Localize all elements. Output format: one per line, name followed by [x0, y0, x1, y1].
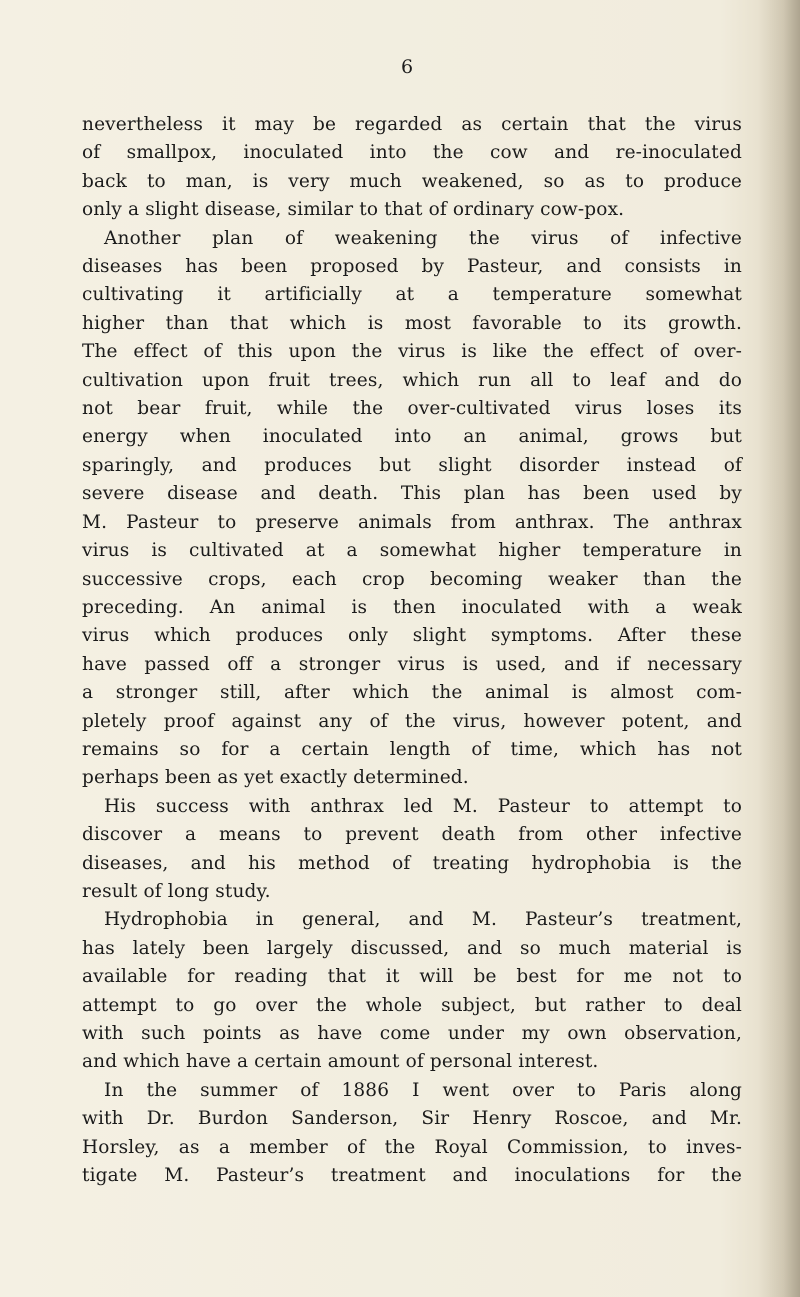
text-line: In the summer of 1886 I went over to Paris along	[104, 1079, 742, 1101]
text-line: perhaps been as yet exactly determined.	[82, 767, 469, 789]
text-line: virus is cultivated at a somewhat higher temperature in	[82, 540, 742, 562]
text-line: cultivating it artificially at a temperature somewhat	[82, 284, 742, 306]
text-line: Horsley, as a member of the Royal Commission, to inves-	[82, 1136, 742, 1158]
text-line: with such points as have come under my own observation,	[82, 1023, 742, 1044]
text-line: preceding. An animal is then inoculated with a weak	[82, 596, 742, 618]
text-line: a stronger still, after which the animal is almost com-	[82, 682, 742, 704]
text-line: available for reading that it will be best for me not to	[82, 966, 742, 988]
text-line: severe disease and death. This plan has been used by	[82, 483, 742, 505]
text-line: nevertheless it may be regarded as certain that the virus	[82, 114, 742, 135]
text-line: diseases has been proposed by Pasteur, and consists in	[82, 256, 742, 278]
text-line: The effect of this upon the virus is like the effect of over-	[82, 341, 742, 363]
page-number: 6	[400, 56, 414, 78]
page-edge-shadow	[758, 0, 800, 1297]
text-line: pletely proof against any of the virus, however potent, and	[82, 710, 742, 732]
text-line: have passed off a stronger virus is used, and if necessary	[82, 653, 742, 675]
text-line: diseases, and his method of treating hydrophobia is the	[82, 852, 742, 874]
text-line: remains so for a certain length of time, which has not	[82, 738, 742, 760]
text-line: only a slight disease, similar to that of ordinary cow-pox.	[82, 199, 625, 221]
text-line: has lately been largely discussed, and so much material is	[82, 937, 742, 959]
text-line: cultivation upon fruit trees, which run all to leaf and do	[82, 369, 742, 391]
text-line: attempt to go over the whole subject, but rather to deal	[82, 994, 742, 1016]
text-line: tigate M. Pasteur’s treatment and inoculations for the	[82, 1165, 742, 1187]
text-line: virus which produces only slight symptoms. After these	[82, 625, 742, 647]
text-line: energy when inoculated into an animal, grows but	[82, 426, 742, 448]
text-line: with Dr. Burdon Sanderson, Sir Henry Roscoe, and Mr.	[82, 1108, 742, 1130]
body-text	[82, 111, 742, 1190]
text-line: result of long study.	[82, 880, 271, 902]
text-line: successive crops, each crop becoming weaker than the	[82, 568, 742, 590]
text-line: discover a means to prevent death from other infective	[82, 824, 742, 846]
text-line: Another plan of weakening the virus of infective	[104, 227, 742, 249]
text-line: M. Pasteur to preserve animals from anthrax. The anthrax	[82, 511, 742, 533]
text-line: higher than that which is most favorable to its growth.	[82, 312, 742, 334]
text-line: His success with anthrax led M. Pasteur to attempt to	[104, 795, 742, 817]
text-line: not bear fruit, while the over-cultivated virus loses its	[82, 398, 742, 420]
text-line: back to man, is very much weakened, so as to produce	[82, 170, 742, 192]
text-line: of smallpox, inoculated into the cow and re-inoculated	[82, 142, 742, 164]
text-line: sparingly, and produces but slight disorder instead of	[82, 454, 742, 476]
text-line: and which have a certain amount of personal interest.	[82, 1051, 599, 1073]
text-line: Hydrophobia in general, and M. Pasteur’s treatment,	[104, 909, 742, 931]
